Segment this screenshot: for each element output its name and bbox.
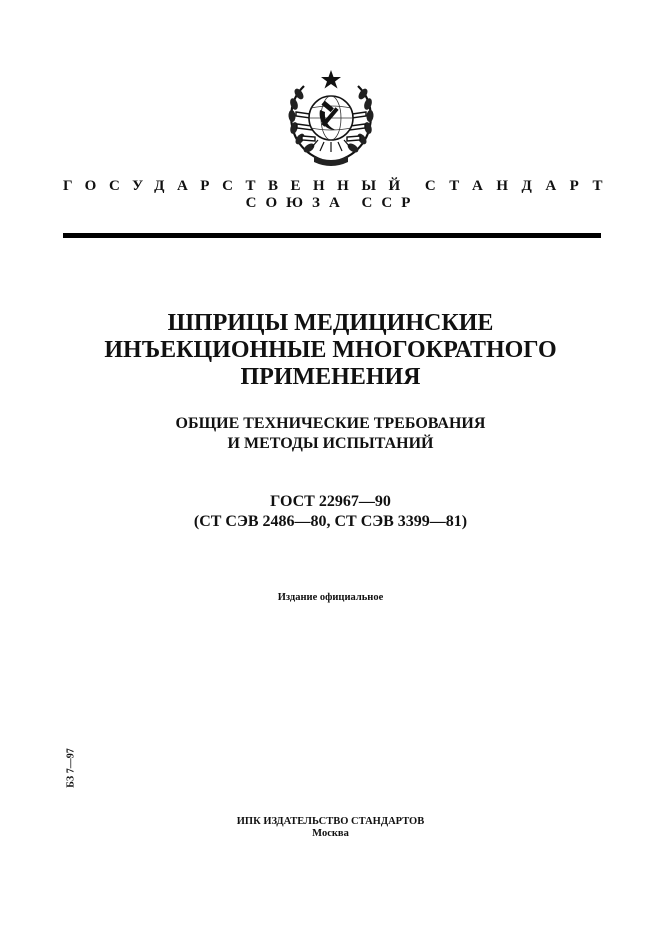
publisher-city: Москва (312, 828, 349, 839)
header-word-2: СТАНДАРТ (424, 178, 616, 194)
subtitle-line-2: И МЕТОДЫ ИСПЫТАНИЙ (227, 435, 434, 452)
standard-number: ГОСТ 22967—90 (270, 493, 391, 510)
standard-designation (0, 492, 661, 532)
header-state-standard (63, 178, 616, 195)
subtitle-line-1: ОБЩИЕ ТЕХНИЧЕСКИЕ ТРЕБОВАНИЯ (175, 415, 486, 432)
standard-equivalents: (СТ СЭВ 2486—80, СТ СЭВ 3399—81) (193, 513, 468, 530)
title-line-3: ПРИМЕНЕНИЯ (240, 364, 421, 390)
document-title (0, 310, 661, 391)
header-union: СОЮЗА ССР (245, 195, 420, 211)
header-divider (63, 233, 601, 238)
title-line-2: ИНЪЕКЦИОННЫЕ МНОГОКРАТНОГО (104, 337, 557, 363)
document-subtitle (0, 414, 661, 454)
publisher-name: ИПК ИЗДАТЕЛЬСТВО СТАНДАРТОВ (236, 816, 425, 827)
side-code: БЗ 7—97 (65, 748, 77, 788)
title-line-1: ШПРИЦЫ МЕДИЦИНСКИЕ (167, 310, 494, 336)
edition-label: Издание официальное (277, 592, 384, 603)
ussr-coat-of-arms-icon (282, 68, 380, 170)
header-word-1: ГОСУДАРСТВЕННЫЙ (63, 178, 413, 194)
publisher (0, 816, 661, 840)
